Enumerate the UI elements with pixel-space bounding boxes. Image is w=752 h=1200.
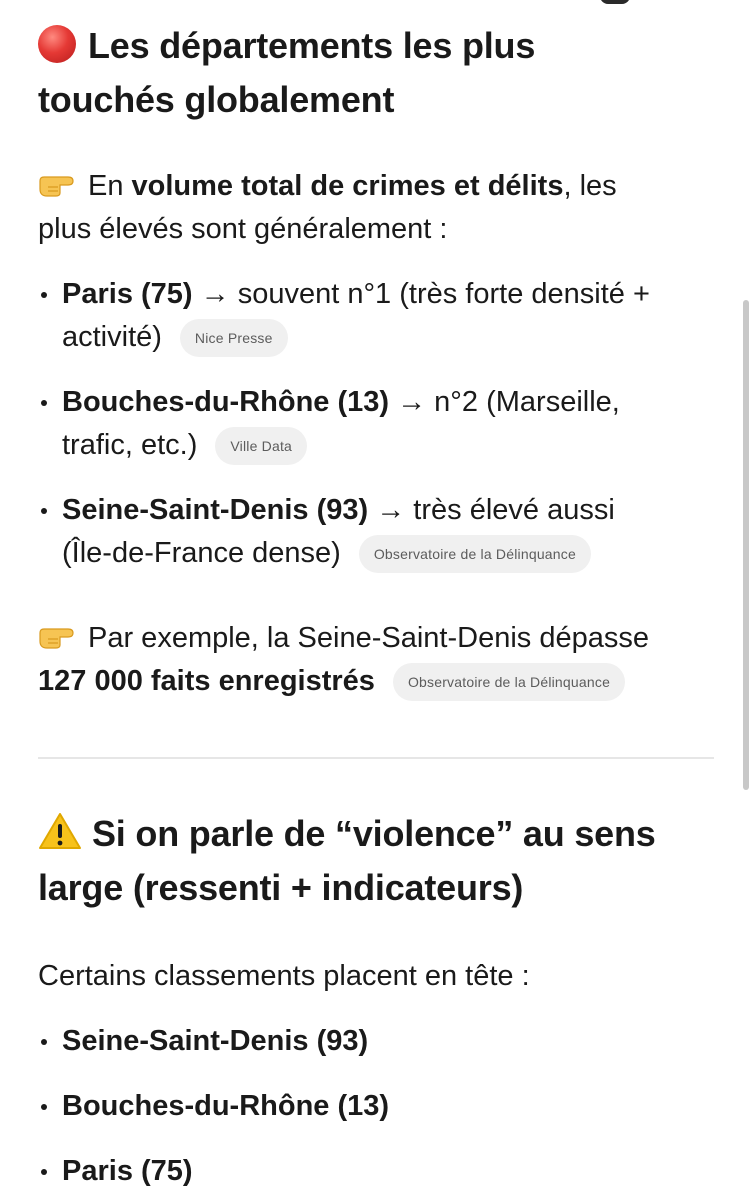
list-item: Seine-Saint-Denis (93) → très élevé aussi (Île-de-France dense) Observatoire de la Délinquance — [38, 489, 714, 575]
section1-example: Par exemple, la Seine-Saint-Denis dépasse 127 000 faits enregistrés Observatoire de la Délinquance — [38, 617, 714, 703]
source-chip[interactable]: Observatoire de la Délinquance — [359, 535, 591, 573]
section2-heading: Si on parle de “violence” au sens large (ressenti + indicateurs) — [38, 813, 656, 908]
pointing-hand-icon — [38, 173, 76, 197]
source-chip[interactable]: Ville Data — [215, 427, 307, 465]
list-item: Seine-Saint-Denis (93) — [38, 1020, 714, 1063]
section2-intro: Certains classements placent en tête : — [38, 960, 530, 992]
section1-heading: Les départements les plus touchés globalement — [38, 25, 536, 120]
source-chip[interactable]: Nice Presse — [180, 319, 288, 357]
source-chip[interactable]: Observatoire de la Délinquance — [393, 663, 625, 701]
section-divider — [38, 757, 714, 759]
section1-list — [38, 273, 714, 575]
warning-icon — [38, 812, 82, 850]
section2-list — [38, 1020, 714, 1193]
list-item: Paris (75) — [38, 1150, 714, 1193]
section1-intro: En volume total de crimes et délits, les plus élevés sont généralement : — [38, 170, 617, 245]
pointing-hand-icon — [38, 625, 76, 649]
list-item: Bouches-du-Rhône (13) — [38, 1085, 714, 1128]
red-circle-icon — [38, 25, 76, 63]
scrollbar[interactable] — [743, 300, 749, 790]
article-content — [38, 0, 714, 1193]
list-item: Paris (75) → souvent n°1 (très forte densité + activité) Nice Presse — [38, 273, 714, 359]
list-item: Bouches-du-Rhône (13) → n°2 (Marseille, trafic, etc.) Ville Data — [38, 381, 714, 467]
